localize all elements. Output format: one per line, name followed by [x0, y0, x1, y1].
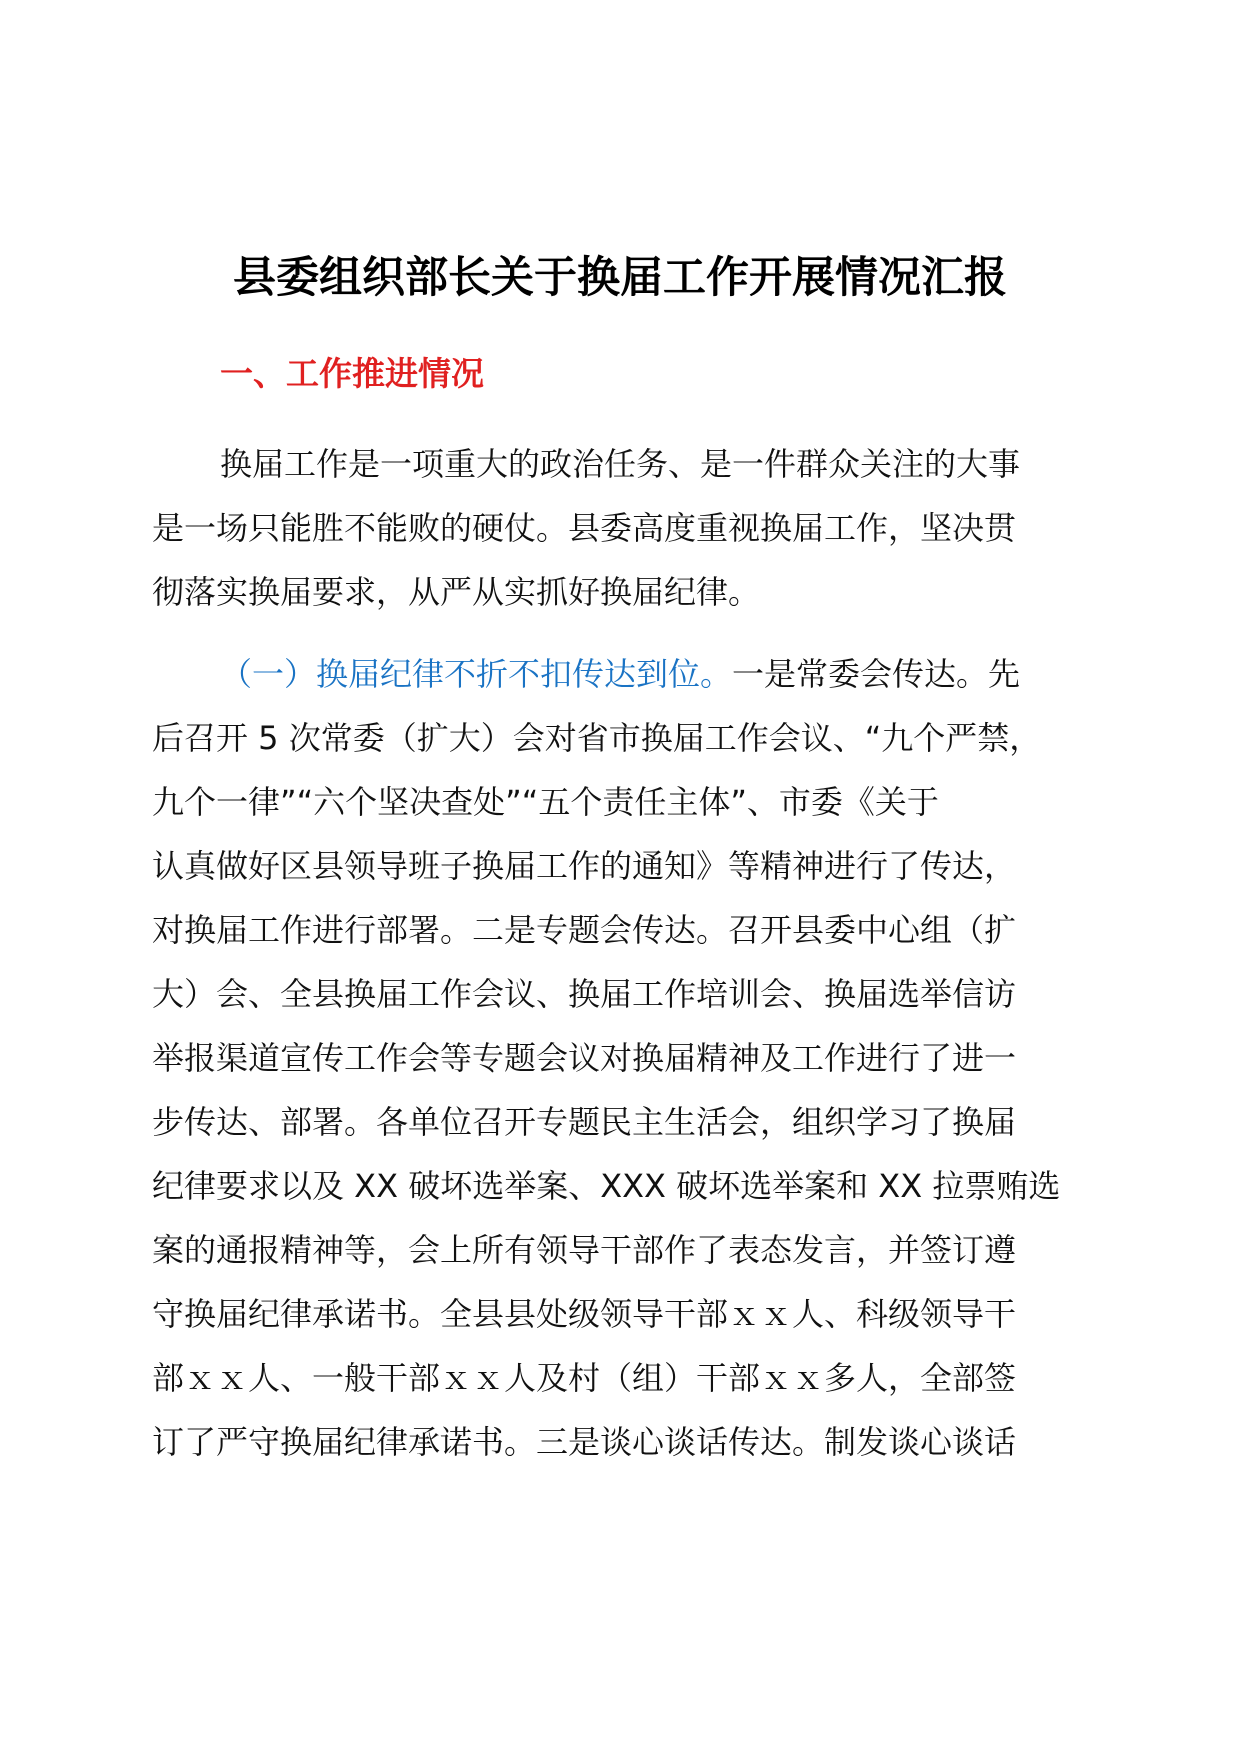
document-title: 县委组织部长关于换届工作开展情况汇报: [233, 253, 1007, 303]
paragraph-line: 订了严守换届纪律承诺书。三是谈心谈话传达。制发谈心谈话: [152, 1423, 1017, 1461]
paragraph-line: 是一场只能胜不能败的硬仗。县委高度重视换届工作，坚决贯: [152, 509, 1017, 547]
paragraph-first-line: [152, 642, 1082, 706]
paragraph-line: 守换届纪律承诺书。全县县处级领导干部ｘｘ人、科级领导干: [152, 1295, 1017, 1333]
intro-paragraph: [152, 432, 1082, 624]
subsection-heading: （一）换届纪律不折不扣传达到位。: [220, 655, 733, 693]
paragraph-line: 案的通报精神等，会上所有领导干部作了表态发言，并签订遵: [152, 1231, 1017, 1269]
paragraph-line: 九个一律”“六个坚决查处”“五个责任主体”、市委《关于: [152, 783, 939, 821]
paragraph-line: 步传达、部署。各单位召开专题民主生活会，组织学习了换届: [152, 1103, 1017, 1141]
paragraph-line-rest: 一是常委会传达。先: [732, 655, 1021, 693]
paragraph-line: 换届工作是一项重大的政治任务、是一件群众关注的大事: [220, 445, 1021, 483]
section-heading-work-progress: 一、工作推进情况: [220, 354, 484, 393]
paragraph-line: 大）会、全县换届工作会议、换届工作培训会、换届选举信访: [152, 975, 1017, 1013]
paragraph-line: 彻落实换届要求，从严从实抓好换届纪律。: [152, 573, 761, 611]
paragraph-line: 后召开 5 次常委（扩大）会对省市换届工作会议、“九个严禁，: [152, 719, 1042, 757]
subsection-paragraph: [152, 642, 1082, 1474]
paragraph-line: 部ｘｘ人、一般干部ｘｘ人及村（组）干部ｘｘ多人，全部签: [152, 1359, 1017, 1397]
paragraph-line: 纪律要求以及 XX 破坏选举案、XXX 破坏选举案和 XX 拉票贿选: [152, 1167, 1061, 1205]
paragraph-line: 举报渠道宣传工作会等专题会议对换届精神及工作进行了进一: [152, 1039, 1017, 1077]
paragraph-line: 认真做好区县领导班子换届工作的通知》等精神进行了传达，: [152, 847, 1017, 885]
paragraph-line: 对换届工作进行部署。二是专题会传达。召开县委中心组（扩: [152, 911, 1017, 949]
